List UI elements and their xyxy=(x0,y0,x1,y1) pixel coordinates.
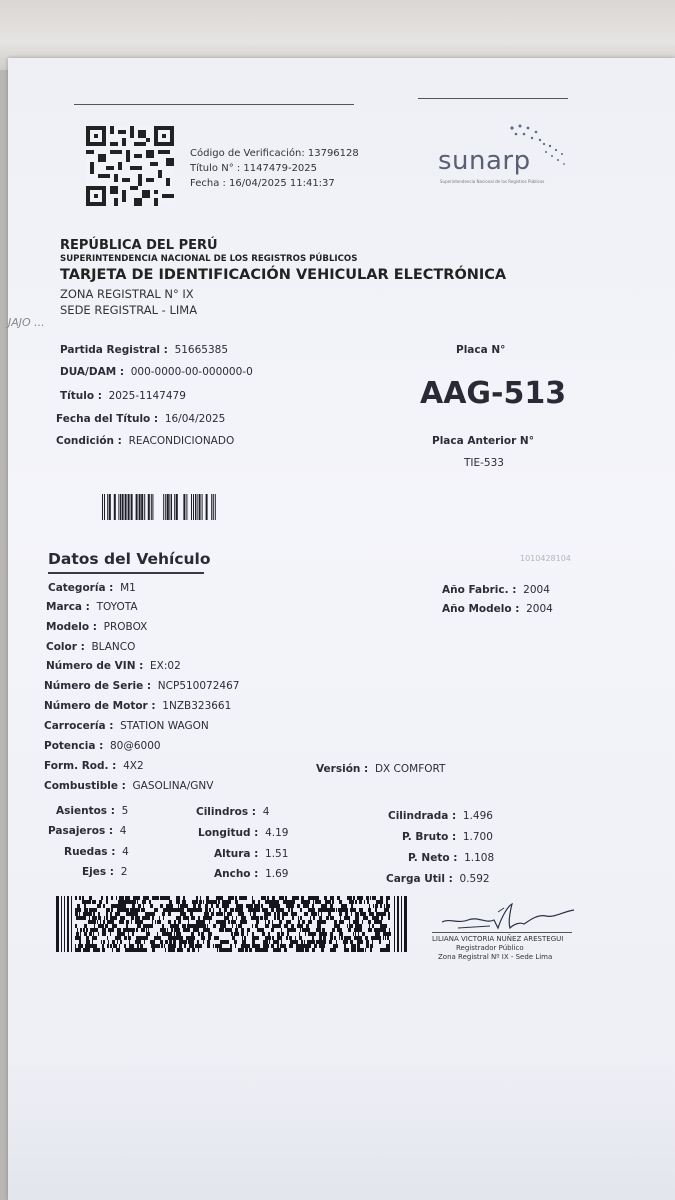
field-label: P. Bruto : xyxy=(402,831,457,843)
field-value: M1 xyxy=(120,582,136,594)
field-dua xyxy=(60,366,253,378)
verification-code: Código de Verificación: 13796128 xyxy=(190,148,359,159)
field-value: 4X2 xyxy=(123,760,144,772)
field-label: Versión : xyxy=(316,763,369,775)
field-value: 000-0000-00-000000-0 xyxy=(130,366,253,378)
field-color xyxy=(46,641,135,653)
field-label: Cilindros : xyxy=(196,806,256,818)
field-modelo xyxy=(46,621,147,633)
plate-label: Placa N° xyxy=(456,344,506,356)
plate-number: AAG-513 xyxy=(420,376,567,411)
field-label: Número de VIN : xyxy=(46,660,144,672)
field-value: 1.108 xyxy=(464,852,495,864)
qr-code-icon xyxy=(86,126,174,206)
heading-superintendencia: SUPERINTENDENCIA NACIONAL DE LOS REGISTROS PÚBLICOS xyxy=(60,254,358,264)
field-value: 2004 xyxy=(523,584,550,596)
field-value: 1.69 xyxy=(265,868,289,880)
field-label: Año Fabric. : xyxy=(442,584,517,596)
heading-tarjeta: TARJETA DE IDENTIFICACIÓN VEHICULAR ELECTRÓNICA xyxy=(60,267,507,283)
vehicle-id-card-document xyxy=(8,58,675,1200)
field-label: Altura : xyxy=(214,848,259,860)
field-label: Carrocería : xyxy=(44,720,114,732)
issue-date: Fecha : 16/04/2025 11:41:37 xyxy=(190,178,335,189)
field-label: Número de Serie : xyxy=(44,680,152,692)
field-value: GASOLINA/GNV xyxy=(132,780,214,792)
field-partida xyxy=(60,344,228,356)
field-label: DUA/DAM : xyxy=(60,366,125,378)
field-longitud xyxy=(198,827,288,839)
field-value: 51665385 xyxy=(174,344,229,356)
section-underline xyxy=(48,572,204,574)
field-value: 4 xyxy=(119,825,127,837)
field-value: 4 xyxy=(122,846,129,858)
field-label: Carga Util : xyxy=(386,873,453,885)
field-carga-util xyxy=(386,873,490,885)
field-label: Título : xyxy=(60,390,102,402)
field-ejes xyxy=(82,866,127,878)
field-value: EX:02 xyxy=(150,660,181,672)
handwritten-note: JAJO ... xyxy=(8,316,45,329)
section-title-vehicle-data: Datos del Vehículo xyxy=(48,550,211,568)
field-label: Asientos : xyxy=(56,805,115,817)
field-peso-bruto xyxy=(402,831,493,843)
field-value: DX COMFORT xyxy=(374,763,446,775)
heading-zona: ZONA REGISTRAL N° IX xyxy=(60,287,194,301)
field-ancho xyxy=(214,868,288,880)
signer-role: Registrador Público xyxy=(456,944,524,952)
signer-name: LILIANA VICTORIA NUÑEZ ARESTEGUI xyxy=(432,935,564,943)
field-motor xyxy=(44,700,231,712)
field-label: P. Neto : xyxy=(408,852,458,864)
sunarp-logo-subtitle: Superintendencia Nacional de los Registros Públicos xyxy=(440,179,545,184)
field-value: 1.700 xyxy=(462,831,493,843)
field-ruedas xyxy=(64,846,129,858)
field-value: 1.496 xyxy=(462,810,493,822)
field-value: 2025-1147479 xyxy=(108,390,186,402)
field-value: 5 xyxy=(121,805,129,817)
field-label: Pasajeros : xyxy=(48,825,114,837)
field-label: Cilindrada : xyxy=(388,810,457,822)
field-value: TOYOTA xyxy=(96,601,138,613)
field-anio-modelo xyxy=(442,603,553,615)
field-label: Ancho : xyxy=(214,868,259,880)
field-value: BLANCO xyxy=(91,641,136,653)
previous-plate-number: TIE-533 xyxy=(464,457,504,469)
field-value: REACONDICIONADO xyxy=(128,435,235,447)
title-number: Título N° : 1147479-2025 xyxy=(190,163,318,174)
field-value: NCP510072467 xyxy=(157,680,240,692)
barcode-small-icon xyxy=(102,494,216,520)
field-label: Partida Registral : xyxy=(60,344,168,356)
field-cilindrada xyxy=(388,810,493,822)
field-label: Año Modelo : xyxy=(442,603,520,615)
field-label: Número de Motor : xyxy=(44,700,156,712)
field-potencia xyxy=(44,740,161,752)
verification-block xyxy=(190,146,359,191)
field-label: Combustible : xyxy=(44,780,126,792)
field-altura xyxy=(214,848,288,860)
field-label: Condición : xyxy=(56,435,122,447)
field-vin xyxy=(46,660,181,672)
heading-republica: REPÚBLICA DEL PERÚ xyxy=(60,238,218,253)
field-label: Ejes : xyxy=(82,866,114,878)
field-label: Fecha del Título : xyxy=(56,413,159,425)
field-value: 0.592 xyxy=(459,873,490,885)
field-version xyxy=(316,763,445,775)
field-label: Marca : xyxy=(46,601,90,613)
field-value: 2004 xyxy=(526,603,553,615)
field-combustible xyxy=(44,780,213,792)
paper-shadow xyxy=(8,1058,675,1200)
field-value: STATION WAGON xyxy=(120,720,209,732)
field-value: 80@6000 xyxy=(109,740,161,752)
field-fecha-titulo xyxy=(56,413,225,425)
field-value: 2 xyxy=(120,866,128,878)
field-label: Potencia : xyxy=(44,740,104,752)
field-label: Categoría : xyxy=(48,582,114,594)
field-value: PROBOX xyxy=(103,621,148,633)
signer-zone: Zona Registral Nº IX - Sede Lima xyxy=(438,953,553,961)
field-peso-neto xyxy=(408,852,494,864)
field-value: 1NZB323661 xyxy=(162,700,232,712)
field-label: Modelo : xyxy=(46,621,97,633)
top-rule-left xyxy=(74,104,354,105)
field-label: Color : xyxy=(46,641,85,653)
field-label: Ruedas : xyxy=(64,846,116,858)
sunarp-logo: sunarp xyxy=(438,146,531,176)
field-label: Longitud : xyxy=(198,827,259,839)
field-categoria xyxy=(48,582,136,594)
field-anio-fabricacion xyxy=(442,584,550,596)
field-value: 4 xyxy=(262,806,270,818)
field-value: 1.51 xyxy=(265,848,289,860)
faint-code: 1010428104 xyxy=(520,554,571,563)
field-asientos xyxy=(56,805,128,817)
heading-sede: SEDE REGISTRAL - LIMA xyxy=(60,303,198,317)
field-marca xyxy=(46,601,138,613)
field-serie xyxy=(44,680,239,692)
field-label: Form. Rod. : xyxy=(44,760,117,772)
field-cilindros xyxy=(196,806,269,818)
field-pasajeros xyxy=(48,825,126,837)
field-value: 4.19 xyxy=(265,827,289,839)
signature-line xyxy=(432,932,572,933)
field-form-rod xyxy=(44,760,144,772)
top-rule-right xyxy=(418,98,568,99)
field-carroceria xyxy=(44,720,209,732)
pdf417-barcode-icon xyxy=(56,896,408,952)
field-condicion xyxy=(56,435,234,447)
field-value: 16/04/2025 xyxy=(164,413,226,425)
previous-plate-label: Placa Anterior N° xyxy=(432,435,534,447)
field-titulo xyxy=(60,390,186,402)
